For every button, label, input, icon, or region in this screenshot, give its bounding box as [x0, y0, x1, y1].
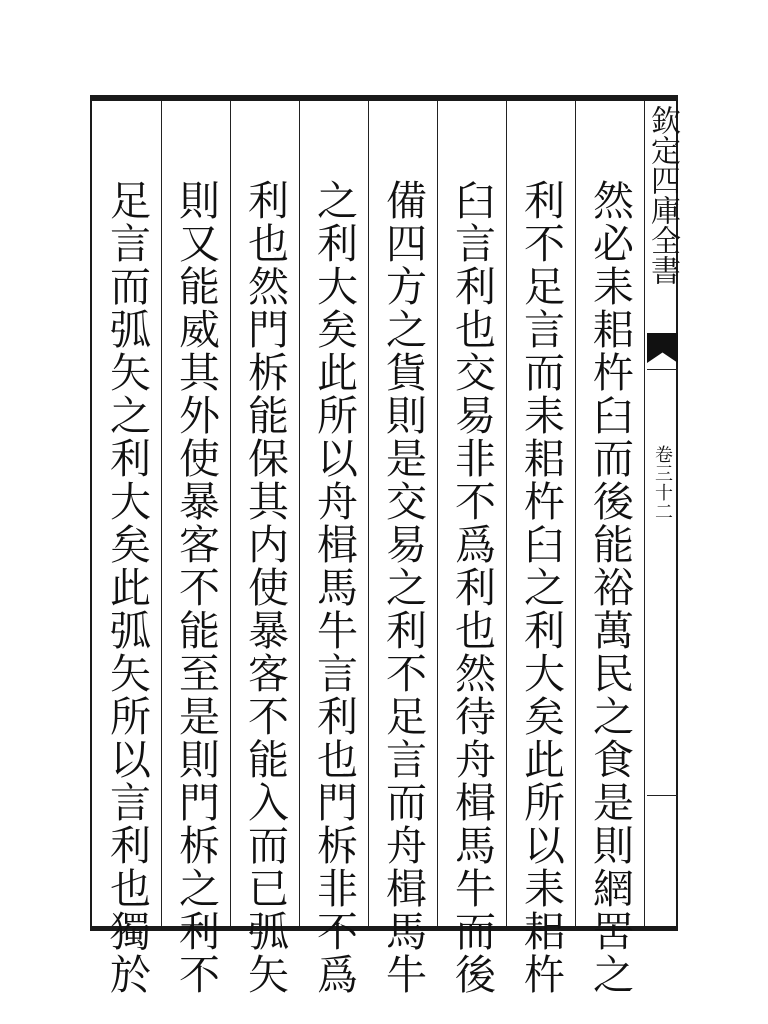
- text-column-1: 然必耒耜杵臼而後能裕萬民之食是則網罟之: [586, 179, 634, 996]
- margin-rule-bottom: [647, 795, 678, 796]
- volume-label: 卷三十二: [652, 445, 673, 521]
- margin-rule-top: [647, 369, 678, 370]
- text-column-2: 利不足言而耒耜杵臼之利大矣此所以耒耜杵: [517, 179, 565, 996]
- book-title: 欽定四庫全書: [645, 105, 680, 285]
- text-column-3: 臼言利也交易非不爲利也然待舟楫馬牛而後: [448, 179, 496, 996]
- text-column-5: 之利大矣此所以舟楫馬牛言利也門柝非不爲: [310, 179, 358, 996]
- column-rule: [161, 101, 162, 926]
- text-column-6: 利也然門柝能保其内使暴客不能入而已弧矢: [241, 179, 289, 996]
- column-rule: [644, 101, 645, 926]
- column-rule: [230, 101, 231, 926]
- text-column-4: 備四方之貨則是交易之利不足言而舟楫馬牛: [379, 179, 427, 996]
- column-rule: [299, 101, 300, 926]
- center-margin: [647, 101, 678, 926]
- page-frame: [90, 95, 680, 996]
- text-column-8: 足言而弧矢之利大矣此弧矢所以言利也獨於: [103, 179, 151, 996]
- text-column-7: 則又能威其外使暴客不能至是則門柝之利不: [172, 179, 220, 996]
- column-rule: [506, 101, 507, 926]
- fishtail-ornament: [647, 333, 678, 363]
- column-rule: [368, 101, 369, 926]
- column-rule: [437, 101, 438, 926]
- column-rule: [575, 101, 576, 926]
